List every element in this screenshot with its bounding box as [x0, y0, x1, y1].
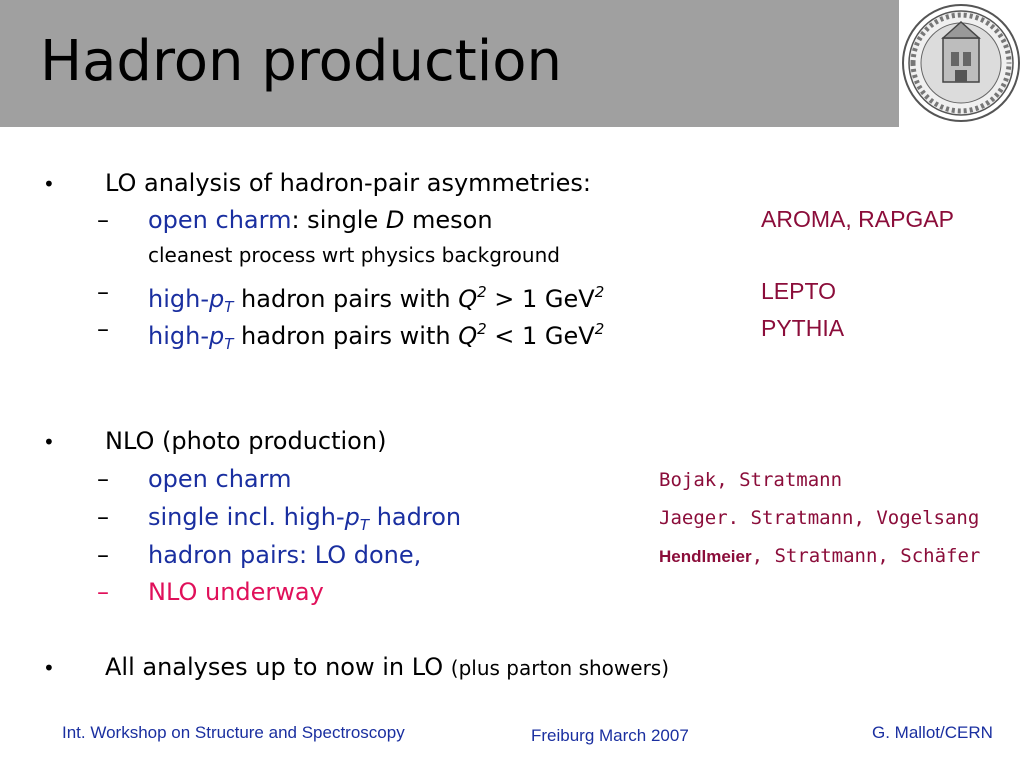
single-incl-text: single incl. high-: [148, 503, 345, 531]
dash-marker: –: [97, 503, 109, 531]
dash-marker: –: [97, 541, 109, 569]
p-var: p: [344, 503, 360, 531]
q-var: Q: [458, 322, 478, 350]
gev-text: > 1 GeV: [486, 285, 595, 313]
gev-sup: 2: [594, 320, 605, 338]
q-sup: 2: [477, 283, 487, 301]
t-sub: T: [224, 298, 234, 316]
bullet-dot: •: [43, 430, 55, 454]
footer-date: Freiburg March 2007: [531, 726, 689, 745]
program-aroma: AROMA, RAPGAP: [761, 206, 954, 232]
dash-marker: –: [97, 206, 109, 234]
high-pt-label: [148, 322, 234, 353]
nlo-item-hadron-pairs: hadron pairs: LO done,: [148, 541, 422, 569]
q-var: Q: [458, 285, 478, 313]
program-pythia: PYTHIA: [761, 315, 845, 341]
pairs-text: hadron pairs with: [233, 322, 459, 350]
hadron-text: hadron: [369, 503, 462, 531]
nlo-heading: NLO (photo production): [105, 427, 387, 455]
university-seal-icon: [899, 0, 1024, 127]
all-analyses-text: All analyses up to now in LO: [105, 653, 444, 681]
high-pt-label: [148, 285, 234, 316]
t-sub: T: [359, 516, 370, 534]
seal-graphic: [899, 0, 1024, 127]
ref-jaeger: Jaeger. Stratmann, Vogelsang: [659, 507, 980, 529]
footer-workshop: Int. Workshop on Structure and Spectroscopy: [62, 723, 405, 742]
hendlmeier-name: Hendlmeier: [659, 547, 752, 566]
lo-item-open-charm: [148, 205, 493, 235]
parton-showers-note: (plus parton showers): [450, 656, 670, 680]
bullet-dot: •: [43, 172, 55, 196]
nlo-item-single-incl: [148, 502, 461, 540]
open-charm-label: open charm: [148, 206, 292, 234]
ref-hendlmeier: [659, 545, 980, 567]
lo-item-high-pt-2: [148, 314, 604, 359]
nlo-item-open-charm: open charm: [148, 465, 292, 493]
gev-sup: 2: [594, 283, 605, 301]
dash-marker: –: [97, 465, 109, 493]
bullet-dot: •: [43, 656, 55, 680]
all-analyses-line: [105, 652, 669, 683]
footer-author: G. Mallot/CERN: [872, 723, 993, 742]
lo-heading: LO analysis of hadron-pair asymmetries:: [105, 169, 591, 197]
ref-bojak: Bojak, Stratmann: [659, 469, 843, 491]
d-var: D: [385, 206, 405, 234]
p-var: p: [208, 285, 225, 313]
pairs-text: hadron pairs with: [233, 285, 459, 313]
gev-text: < 1 GeV: [486, 322, 595, 350]
title-bar: [0, 0, 1024, 127]
p-var: p: [208, 322, 225, 350]
nlo-item-underway: NLO underway: [148, 578, 324, 606]
lo-note: cleanest process wrt physics background: [148, 243, 560, 267]
program-lepto: LEPTO: [761, 278, 836, 304]
dash-marker: –: [97, 315, 109, 343]
slide-title: Hadron production: [40, 29, 563, 94]
single-text: : single: [291, 206, 386, 234]
t-sub: T: [224, 335, 234, 353]
q-sup: 2: [477, 320, 487, 338]
meson-text: meson: [404, 206, 493, 234]
dash-marker: –: [97, 278, 109, 306]
high-text: high-: [148, 285, 209, 313]
ref-rest: , Stratmann, Schäfer: [751, 545, 981, 567]
high-text: high-: [148, 322, 209, 350]
dash-marker: –: [97, 578, 109, 606]
